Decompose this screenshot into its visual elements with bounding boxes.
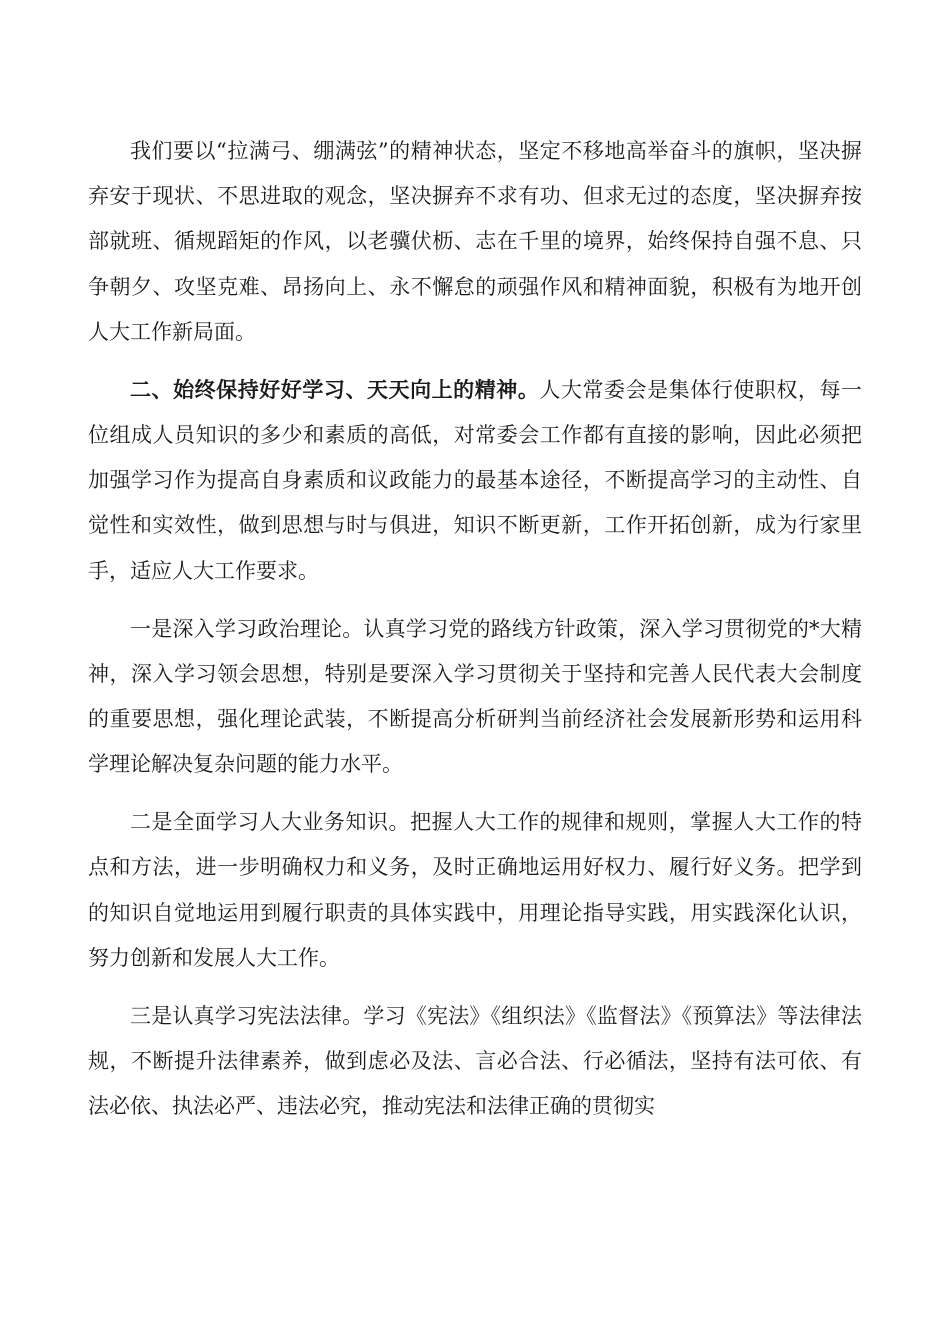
paragraph-5-text: 三是认真学习宪法法律。学习《宪法》《组织法》《监督法》《预算法》等法律法规，不断提升法律素养，做到虑必及法、言必合法、行必循法，坚持有法可依、有法必依、执法必严、违法必究，推动宪法和法律正确的贯彻实 xyxy=(88,1003,862,1119)
section-heading: 二、始终保持好好学习、天天向上的精神。 xyxy=(130,377,540,402)
paragraph-5 xyxy=(88,994,862,1130)
paragraph-1 xyxy=(88,129,862,355)
paragraph-4 xyxy=(88,800,862,981)
paragraph-2 xyxy=(88,368,862,594)
paragraph-3-text: 一是深入学习政治理论。认真学习党的路线方针政策，深入学习贯彻党的*大精神，深入学习领会思想，特别是要深入学习贯彻关于坚持和完善人民代表大会制度的重要思想，强化理论武装，不断提高分析研判当前经济社会发展新形势和运用科学理论解决复杂问题的能力水平。 xyxy=(88,616,862,777)
paragraph-2-text: 人大常委会是集体行使职权，每一位组成人员知识的多少和素质的高低，对常委会工作都有直接的影响，因此必须把加强学习作为提高自身素质和议政能力的最基本途径，不断提高学习的主动性、自觉性和实效性，做到思想与时与俱进，知识不断更新，工作开拓创新，成为行家里手，适应人大工作要求。 xyxy=(88,377,863,583)
document-page xyxy=(88,129,862,1129)
paragraph-3 xyxy=(88,607,862,788)
paragraph-4-text: 二是全面学习人大业务知识。把握人大工作的规律和规则，掌握人大工作的特点和方法，进一步明确权力和义务，及时正确地运用好权力、履行好义务。把学到的知识自觉地运用到履行职责的具体实践中，用理论指导实践，用实践深化认识，努力创新和发展人大工作。 xyxy=(88,810,862,970)
paragraph-1-text: 我们要以“拉满弓、绷满弦”的精神状态，坚定不移地高举奋斗的旗帜，坚决摒弃安于现状、不思进取的观念，坚决摒弃不求有功、但求无过的态度，坚决摒弃按部就班、循规蹈矩的作风，以老骥伏枥、志在千里的境界，始终保持自强不息、只争朝夕、攻坚克难、昂扬向上、永不懈怠的顽强作风和精神面貌，积极有为地开创人大工作新局面。 xyxy=(88,139,862,344)
